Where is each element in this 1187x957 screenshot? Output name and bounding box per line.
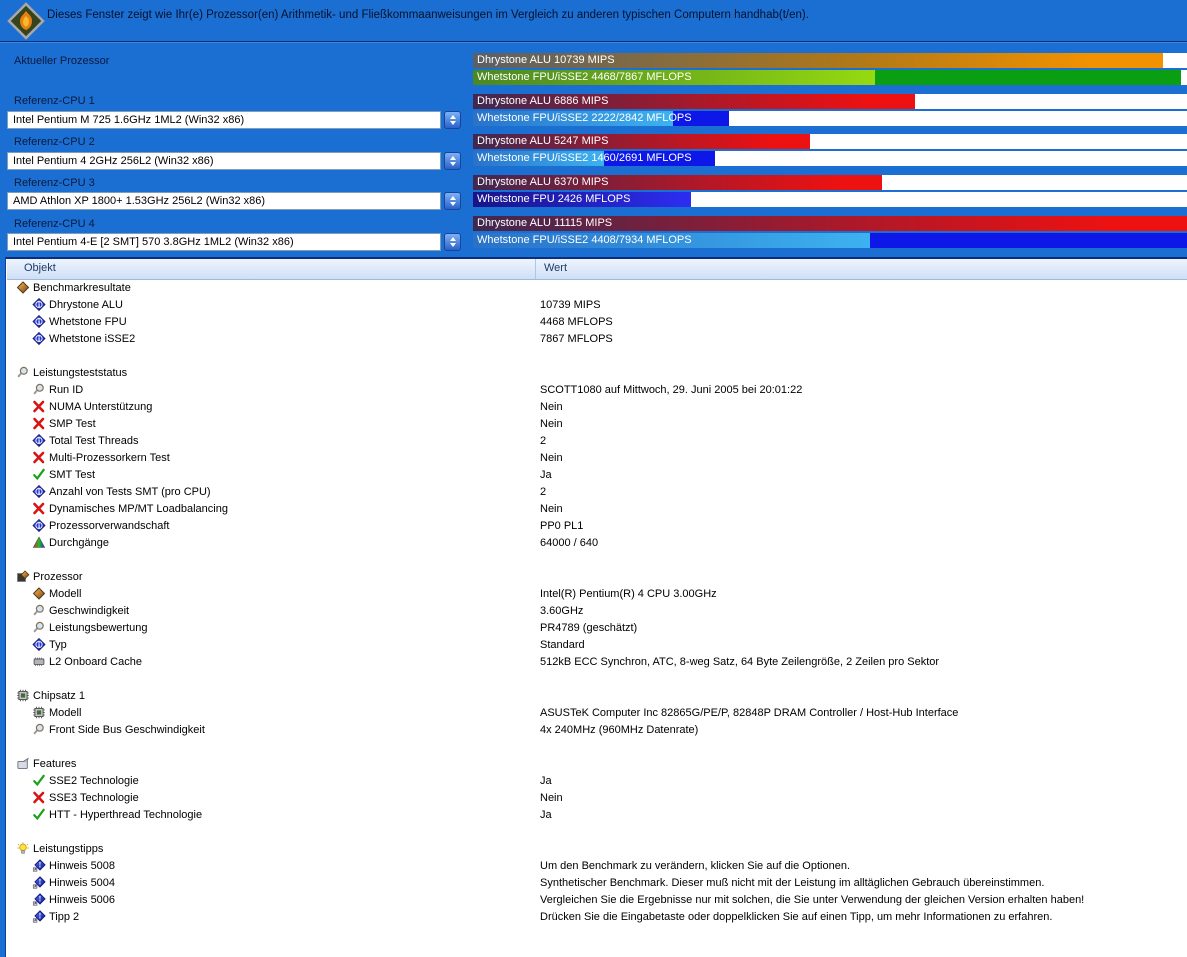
- object-label: Prozessor: [33, 570, 83, 583]
- ref-cpu-2-label: Referenz-CPU 2: [14, 136, 95, 148]
- table-row[interactable]: [7, 619, 1187, 636]
- value-cell: Nein: [540, 400, 563, 413]
- object-label: L2 Onboard Cache: [49, 655, 142, 668]
- object-cell: [7, 876, 536, 889]
- spacer-row: [7, 347, 1187, 364]
- object-cell: [7, 893, 536, 906]
- left-edge-strip: [0, 257, 6, 957]
- value-cell: Um den Benchmark zu verändern, klicken Sie auf die Optionen.: [540, 859, 850, 872]
- object-cell: [7, 723, 536, 736]
- object-cell: [7, 774, 536, 787]
- table-row[interactable]: [7, 891, 1187, 908]
- svg-text:!: !: [38, 911, 42, 921]
- whetstone-bar: [473, 192, 1187, 207]
- cross-red-icon: [32, 400, 46, 413]
- bar-label: Dhrystone ALU 6886 MIPS: [477, 95, 609, 107]
- bar-label: Whetstone FPU/iSSE2 4408/7934 MFLOPS: [477, 234, 692, 246]
- value-cell: Standard: [540, 638, 585, 651]
- dhrystone-bar: [473, 216, 1187, 231]
- magnifier-icon: [32, 723, 46, 736]
- dhrystone-bar: [473, 175, 1187, 190]
- column-header-objekt[interactable]: Objekt: [7, 259, 536, 279]
- value-cell: Vergleichen Sie die Ergebnisse nur mit solchen, die Sie unter Verwendung der gleichen Version erhalten haben!: [540, 893, 1085, 906]
- object-cell: [7, 536, 536, 549]
- chip-gray-icon: [32, 655, 46, 668]
- object-cell: [7, 570, 536, 583]
- object-cell: [7, 519, 536, 532]
- table-row[interactable]: [7, 398, 1187, 415]
- object-cell: [7, 638, 536, 651]
- object-label: Hinweis 5004: [49, 876, 116, 889]
- object-label: Chipsatz 1: [33, 689, 85, 702]
- svg-text:!: !: [38, 877, 42, 887]
- object-label: Benchmarkresultate: [33, 281, 131, 294]
- bar-segment: [875, 70, 1181, 85]
- table-row[interactable]: [7, 636, 1187, 653]
- ref-cpu-4-spinner[interactable]: [444, 233, 461, 251]
- object-cell: [7, 298, 536, 311]
- bar-label: Dhrystone ALU 11115 MIPS: [477, 217, 613, 229]
- object-label: SMT Test: [49, 468, 96, 481]
- whetstone-bar: [473, 70, 1187, 85]
- table-row[interactable]: [7, 415, 1187, 432]
- chip-green-icon: [16, 689, 30, 702]
- value-cell: Ja: [540, 774, 552, 787]
- table-row[interactable]: [7, 381, 1187, 398]
- spinner-up-icon[interactable]: [450, 196, 456, 200]
- features-icon: [16, 757, 30, 770]
- object-label: Whetstone FPU: [49, 315, 127, 328]
- svg-text:i: i: [37, 436, 41, 445]
- cpu-icon: [16, 570, 30, 583]
- object-cell: [7, 366, 536, 379]
- object-label: SSE3 Technologie: [49, 791, 139, 804]
- object-label: Leistungsbewertung: [49, 621, 148, 634]
- table-row[interactable]: [7, 721, 1187, 738]
- object-label: HTT - Hyperthread Technologie: [49, 808, 203, 821]
- table-row[interactable]: [7, 313, 1187, 330]
- table-header: [7, 259, 1187, 280]
- svg-text:i: i: [37, 300, 41, 309]
- ref-cpu-4-label: Referenz-CPU 4: [14, 218, 95, 230]
- spinner-down-icon[interactable]: [450, 162, 456, 166]
- magnifier-icon: [16, 366, 30, 379]
- value-cell: 4468 MFLOPS: [540, 315, 613, 328]
- ref-cpu-1-label: Referenz-CPU 1: [14, 95, 95, 107]
- spinner-down-icon[interactable]: [450, 202, 456, 206]
- object-cell: [7, 604, 536, 617]
- object-label: Modell: [49, 587, 82, 600]
- bar-label: Whetstone FPU/iSSE2 4468/7867 MFLOPS: [477, 71, 692, 83]
- value-cell: PR4789 (geschätzt): [540, 621, 638, 634]
- object-cell: [7, 468, 536, 481]
- object-label: Hinweis 5006: [49, 893, 116, 906]
- object-label: Run ID: [49, 383, 84, 396]
- ref-cpu-2-spinner[interactable]: [444, 152, 461, 170]
- benchmark-compare-panel: [0, 44, 1187, 257]
- object-cell: [7, 757, 536, 770]
- bar-label: Dhrystone ALU 6370 MIPS: [477, 176, 609, 188]
- table-row[interactable]: [7, 517, 1187, 534]
- magnifier-icon: [32, 604, 46, 617]
- object-cell: [7, 655, 536, 668]
- cross-red-icon: [32, 502, 46, 515]
- table-row[interactable]: [7, 653, 1187, 670]
- value-cell: ASUSTeK Computer Inc 82865G/PE/P, 82848P DRAM Controller / Host-Hub Interface: [540, 706, 959, 719]
- info-blue-icon: [32, 519, 46, 532]
- table-row[interactable]: [7, 466, 1187, 483]
- value-cell: Intel(R) Pentium(R) 4 CPU 3.00GHz: [540, 587, 717, 600]
- spinner-down-icon[interactable]: [450, 121, 456, 125]
- value-cell: Ja: [540, 468, 552, 481]
- top-panel: [0, 0, 1187, 257]
- table-row[interactable]: [7, 789, 1187, 806]
- value-cell: Nein: [540, 502, 563, 515]
- object-cell: [7, 910, 536, 923]
- object-label: Typ: [49, 638, 67, 651]
- object-label: Multi-Prozessorkern Test: [49, 451, 170, 464]
- object-label: SMP Test: [49, 417, 96, 430]
- diamond-orange-icon: [16, 281, 30, 294]
- object-cell: [7, 621, 536, 634]
- object-label: Hinweis 5008: [49, 859, 116, 872]
- current-processor-label: Aktueller Prozessor: [14, 55, 110, 67]
- value-cell: Nein: [540, 451, 563, 464]
- info-blue-icon: [32, 332, 46, 345]
- window-description: Dieses Fenster zeigt wie Ihr(e) Prozessor(en) Arithmetik- und Fließkommaanweisungen im Vergleich zu anderen typischen Computern handhab(t/en).: [47, 9, 809, 21]
- tip-icon: [32, 876, 46, 889]
- object-cell: [7, 332, 536, 345]
- ref-cpu-2-select[interactable]: Intel Pentium 4 2GHz 256L2 (Win32 x86): [7, 152, 441, 170]
- value-cell: Ja: [540, 808, 552, 821]
- object-cell: [7, 315, 536, 328]
- magnifier-icon: [32, 621, 46, 634]
- table-group-row[interactable]: [7, 279, 1187, 296]
- value-cell: PP0 PL1: [540, 519, 584, 532]
- object-label: Modell: [49, 706, 82, 719]
- chip-green-icon: [32, 706, 46, 719]
- results-table: [0, 257, 1187, 957]
- object-cell: [7, 451, 536, 464]
- table-row[interactable]: [7, 585, 1187, 602]
- table-row[interactable]: [7, 704, 1187, 721]
- diamond-orange-icon: [32, 587, 46, 600]
- info-blue-icon: [32, 638, 46, 651]
- value-cell: SCOTT1080 auf Mittwoch, 29. Juni 2005 bei 20:01:22: [540, 383, 803, 396]
- svg-text:i: i: [37, 521, 41, 530]
- svg-text:i: i: [37, 317, 41, 326]
- value-cell: 64000 / 640: [540, 536, 599, 549]
- object-cell: [7, 689, 536, 702]
- value-cell: 2: [540, 485, 547, 498]
- spinner-down-icon[interactable]: [450, 243, 456, 247]
- ref-cpu-3-spinner[interactable]: [444, 192, 461, 210]
- object-label: Leistungsteststatus: [33, 366, 128, 379]
- table-row[interactable]: [7, 602, 1187, 619]
- table-row[interactable]: [7, 500, 1187, 517]
- object-label: Anzahl von Tests SMT (pro CPU): [49, 485, 211, 498]
- object-cell: [7, 859, 536, 872]
- object-label: Dhrystone ALU: [49, 298, 123, 311]
- dhrystone-bar: [473, 94, 1187, 109]
- bar-label: Whetstone FPU 2426 MFLOPS: [477, 193, 631, 205]
- table-row[interactable]: [7, 874, 1187, 891]
- bulb-icon: [16, 842, 30, 855]
- value-cell: Nein: [540, 417, 563, 430]
- whetstone-bar: [473, 151, 1187, 166]
- bar-label: Dhrystone ALU 10739 MIPS: [477, 54, 615, 66]
- tip-icon: [32, 859, 46, 872]
- table-row[interactable]: [7, 772, 1187, 789]
- value-cell: 4x 240MHz (960MHz Datenrate): [540, 723, 699, 736]
- column-header-wert[interactable]: Wert: [544, 262, 568, 274]
- object-label: Dynamisches MP/MT Loadbalancing: [49, 502, 228, 515]
- spinner-up-icon[interactable]: [450, 156, 456, 160]
- object-cell: [7, 417, 536, 430]
- value-cell: 2: [540, 434, 547, 447]
- table-group-row[interactable]: [7, 568, 1187, 585]
- info-blue-icon: [32, 485, 46, 498]
- bar-segment: [870, 233, 1187, 248]
- value-cell: 7867 MFLOPS: [540, 332, 613, 345]
- object-cell: [7, 587, 536, 600]
- value-cell: Nein: [540, 791, 563, 804]
- svg-text:!: !: [38, 860, 42, 870]
- object-label: Geschwindigkeit: [49, 604, 130, 617]
- value-cell: 10739 MIPS: [540, 298, 601, 311]
- table-group-row[interactable]: [7, 840, 1187, 857]
- cross-red-icon: [32, 451, 46, 464]
- object-label: NUMA Unterstützung: [49, 400, 153, 413]
- object-label: Durchgänge: [49, 536, 109, 549]
- table-row[interactable]: [7, 432, 1187, 449]
- object-cell: [7, 706, 536, 719]
- cross-red-icon: [32, 791, 46, 804]
- bar-label: Whetstone FPU/iSSE2 2222/2842 MFLOPS: [477, 112, 692, 124]
- object-cell: [7, 383, 536, 396]
- object-label: Features: [33, 757, 77, 770]
- sandra-benchmark-icon: [7, 2, 45, 40]
- object-cell: [7, 281, 536, 294]
- object-label: Prozessorverwandschaft: [49, 519, 170, 532]
- object-cell: [7, 400, 536, 413]
- spacer-row: [7, 670, 1187, 687]
- value-cell: Synthetischer Benchmark. Dieser muß nicht mit der Leistung im alltäglichen Gebrauch übereinstimmen.: [540, 876, 1045, 889]
- table-row[interactable]: [7, 908, 1187, 925]
- svg-text:i: i: [37, 640, 41, 649]
- object-cell: [7, 434, 536, 447]
- table-group-row[interactable]: [7, 755, 1187, 772]
- object-cell: [7, 808, 536, 821]
- tip-icon: [32, 910, 46, 923]
- info-blue-icon: [32, 315, 46, 328]
- table-row[interactable]: [7, 483, 1187, 500]
- table-row[interactable]: [7, 534, 1187, 551]
- value-cell: Drücken Sie die Eingabetaste oder doppelklicken Sie auf einen Tipp, um mehr Informationen zu erfahren.: [540, 910, 1053, 923]
- whetstone-bar: [473, 233, 1187, 248]
- table-row[interactable]: [7, 330, 1187, 347]
- value-cell: 512kB ECC Synchron, ATC, 8-weg Satz, 64 Byte Zeilengröße, 2 Zeilen pro Sektor: [540, 655, 940, 668]
- table-row[interactable]: [7, 806, 1187, 823]
- object-label: Front Side Bus Geschwindigkeit: [49, 723, 205, 736]
- spinner-up-icon[interactable]: [450, 237, 456, 241]
- dhrystone-bar: [473, 134, 1187, 149]
- spacer-row: [7, 551, 1187, 568]
- magnifier-icon: [32, 383, 46, 396]
- spacer-row: [7, 823, 1187, 840]
- svg-text:!: !: [38, 894, 42, 904]
- check-green-icon: [32, 808, 46, 821]
- value-cell: 3.60GHz: [540, 604, 584, 617]
- spinner-up-icon[interactable]: [450, 115, 456, 119]
- object-cell: [7, 485, 536, 498]
- ref-cpu-1-spinner[interactable]: [444, 111, 461, 129]
- check-green-icon: [32, 774, 46, 787]
- object-cell: [7, 502, 536, 515]
- table-row[interactable]: [7, 857, 1187, 874]
- ref-cpu-1-select[interactable]: Intel Pentium M 725 1.6GHz 1ML2 (Win32 x86): [7, 111, 441, 129]
- prism-icon: [32, 536, 46, 549]
- ref-cpu-3-select[interactable]: AMD Athlon XP 1800+ 1.53GHz 256L2 (Win32 x86): [7, 192, 441, 210]
- spacer-row: [7, 738, 1187, 755]
- ref-cpu-4-select[interactable]: Intel Pentium 4-E [2 SMT] 570 3.8GHz 1ML2 (Win32 x86): [7, 233, 441, 251]
- info-blue-icon: [32, 434, 46, 447]
- bar-label: Dhrystone ALU 5247 MIPS: [477, 135, 609, 147]
- cross-red-icon: [32, 417, 46, 430]
- object-label: Tipp 2: [49, 910, 80, 923]
- whetstone-bar: [473, 111, 1187, 126]
- object-label: Leistungstipps: [33, 842, 104, 855]
- svg-text:i: i: [37, 487, 41, 496]
- object-label: SSE2 Technologie: [49, 774, 139, 787]
- info-blue-icon: [32, 298, 46, 311]
- table-row[interactable]: [7, 296, 1187, 313]
- object-cell: [7, 791, 536, 804]
- dhrystone-bar: [473, 53, 1187, 68]
- object-label: Total Test Threads: [49, 434, 139, 447]
- ref-cpu-3-label: Referenz-CPU 3: [14, 177, 95, 189]
- table-group-row[interactable]: [7, 364, 1187, 381]
- bar-label: Whetstone FPU/iSSE2 1460/2691 MFLOPS: [477, 152, 692, 164]
- svg-text:i: i: [37, 334, 41, 343]
- object-cell: [7, 842, 536, 855]
- check-green-icon: [32, 468, 46, 481]
- tip-icon: [32, 893, 46, 906]
- table-row[interactable]: [7, 449, 1187, 466]
- object-label: Whetstone iSSE2: [49, 332, 136, 345]
- table-group-row[interactable]: [7, 687, 1187, 704]
